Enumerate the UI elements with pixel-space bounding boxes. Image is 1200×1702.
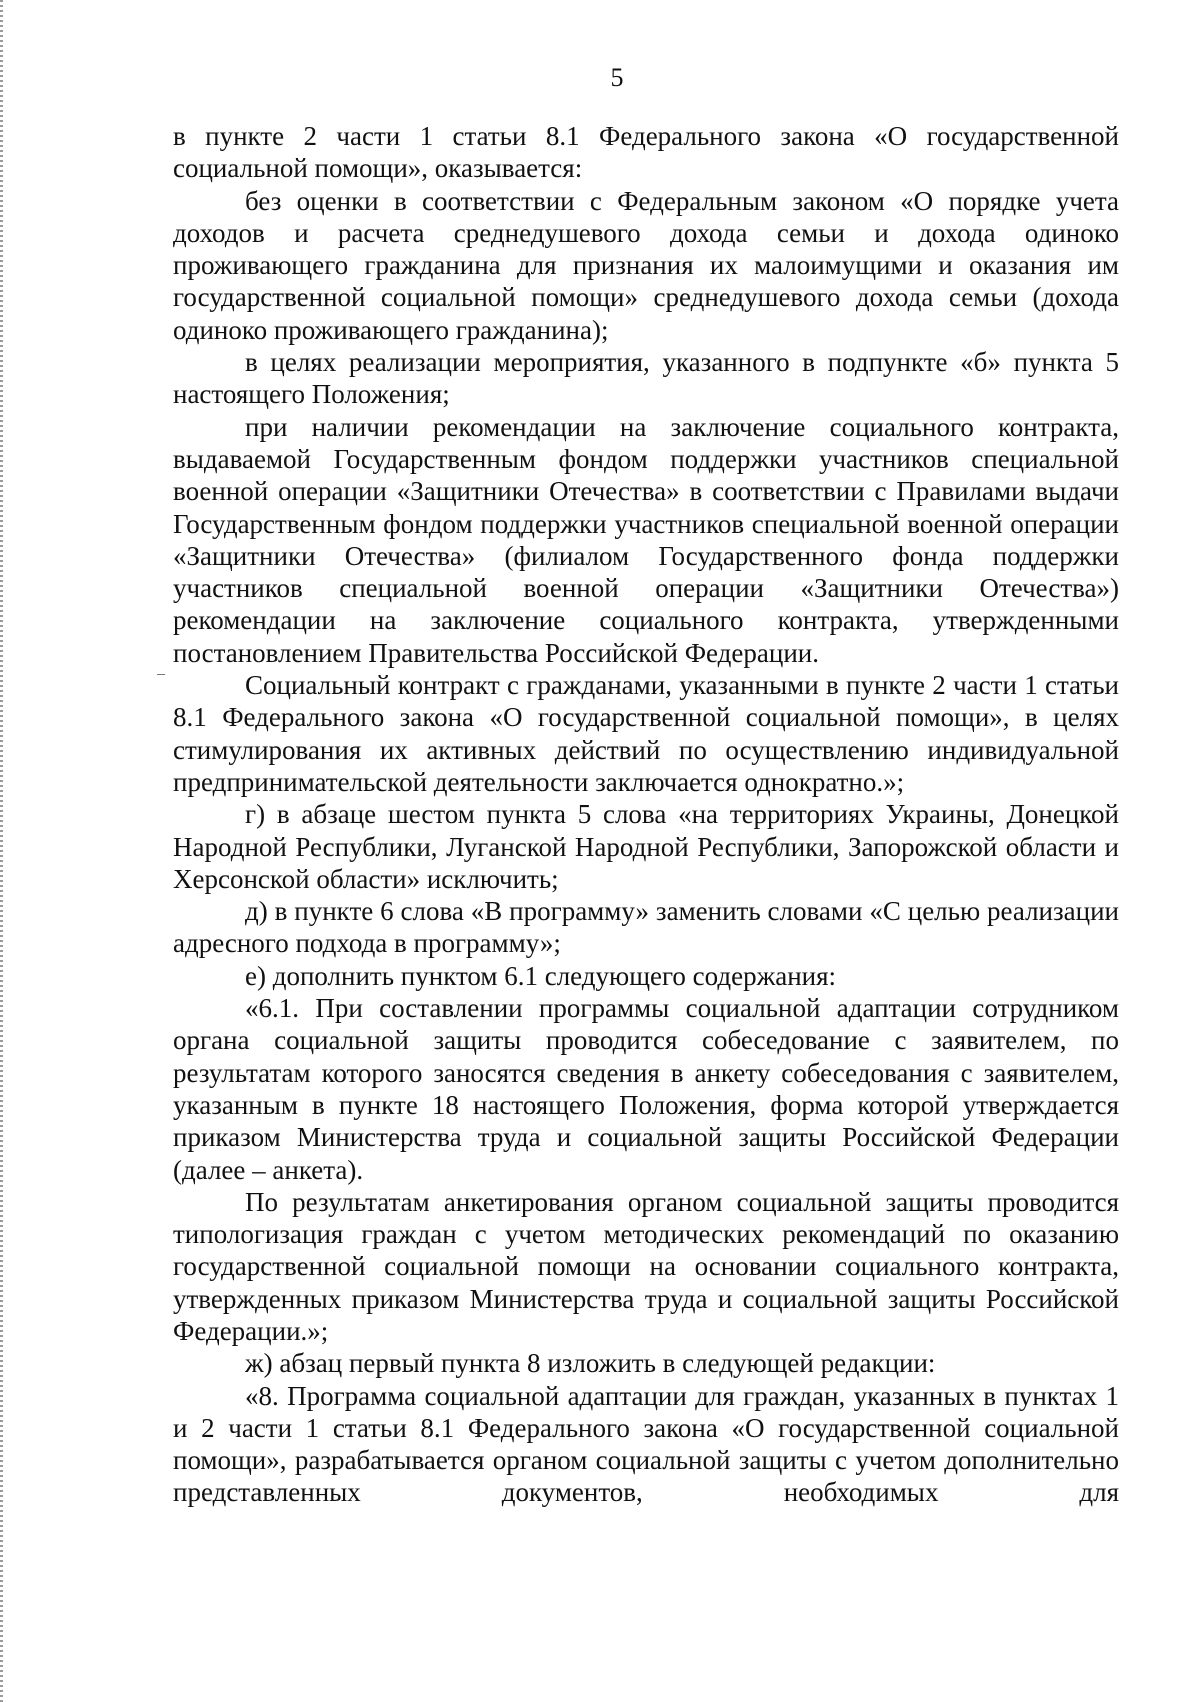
paragraph-amendment-d: д) в пункте 6 слова «В программу» заменить словами «С целью реализации адресного подхода в программу»; xyxy=(173,896,1119,959)
paragraph-continuation: в пункте 2 части 1 статьи 8.1 Федерального закона «О государственной социальной помощи», оказывается: xyxy=(173,121,1119,184)
paragraph-amendment-zh: ж) абзац первый пункта 8 изложить в следующей редакции: xyxy=(245,1348,936,1379)
paragraph-typologization: По результатам анкетирования органом социальной защиты проводится типологизация граждан с учетом методических рекомендаций по оказанию государственной социальной помощи на основании социального контракта, утвержденных приказом Министерства труда и социальной защиты Российской Федерации.»; xyxy=(173,1186,1119,1346)
document-body xyxy=(173,120,1119,1509)
paragraph-fund-recommendation: при наличии рекомендации на заключение социального контракта, выдаваемой Государственным фондом поддержки участников специальной военной операции «Защитники Отечества» в соответствии с Правилами выдачи Государственным фондом поддержки участников специальной военной операции «Защитники Отечества» (филиалом Государственного фонда поддержки участников специальной военной операции «Защитники Отечества») рекомендации на заключение социального контракта, утвержденными постановлением Правительства Российской Федерации. xyxy=(173,411,1119,668)
paragraph-without-income-assessment: без оценки в соответствии с Федеральным законом «О порядке учета доходов и расчета среднедушевого дохода семьи и дохода одиноко проживающего гражданина для признания их малоимущими и оказания им государственной социальной помощи» среднедушевого дохода семьи (дохода одиноко проживающего гражданина); xyxy=(173,185,1119,345)
paragraph-amendment-e: е) дополнить пунктом 6.1 следующего содержания: xyxy=(245,960,837,991)
paragraph-social-contract-once: Социальный контракт с гражданами, указанными в пункте 2 части 1 статьи 8.1 Федерального закона «О государственной социальной помощи», в целях стимулирования их активных действий по осуществлению индивидуальной предпринимательской деятельности заключается однократно.»; xyxy=(173,670,1119,797)
paragraph-amendment-g: г) в абзаце шестом пункта 5 слова «на территориях Украины, Донецкой Народной Республики, Луганской Народной Республики, Запорожской области и Херсонской области» исключить; xyxy=(173,799,1119,894)
paragraph-clause-6-1: «6.1. При составлении программы социальной адаптации сотрудником органа социальной защиты проводится собеседование с заявителем, по результатам которого заносятся сведения в анкету собеседования с заявителем, указанным в пункте 18 настоящего Положения, форма которой утверждается приказом Министерства труда и социальной защиты Российской Федерации (далее – анкета). xyxy=(173,993,1119,1185)
paragraph-clause-8: «8. Программа социальной адаптации для граждан, указанных в пунктах 1 и 2 части 1 статьи 8.1 Федерального закона «О государственной социальной помощи», разрабатывается органом социальной защиты с учетом дополнительно представленных документов, необходимых для xyxy=(173,1380,1119,1508)
scan-mark xyxy=(157,674,165,675)
paragraph-measure-purpose: в целях реализации мероприятия, указанного в подпункте «б» пункта 5 настоящего Положения; xyxy=(173,347,1119,410)
scan-left-edge xyxy=(0,0,3,1702)
page-number: 5 xyxy=(610,63,624,92)
